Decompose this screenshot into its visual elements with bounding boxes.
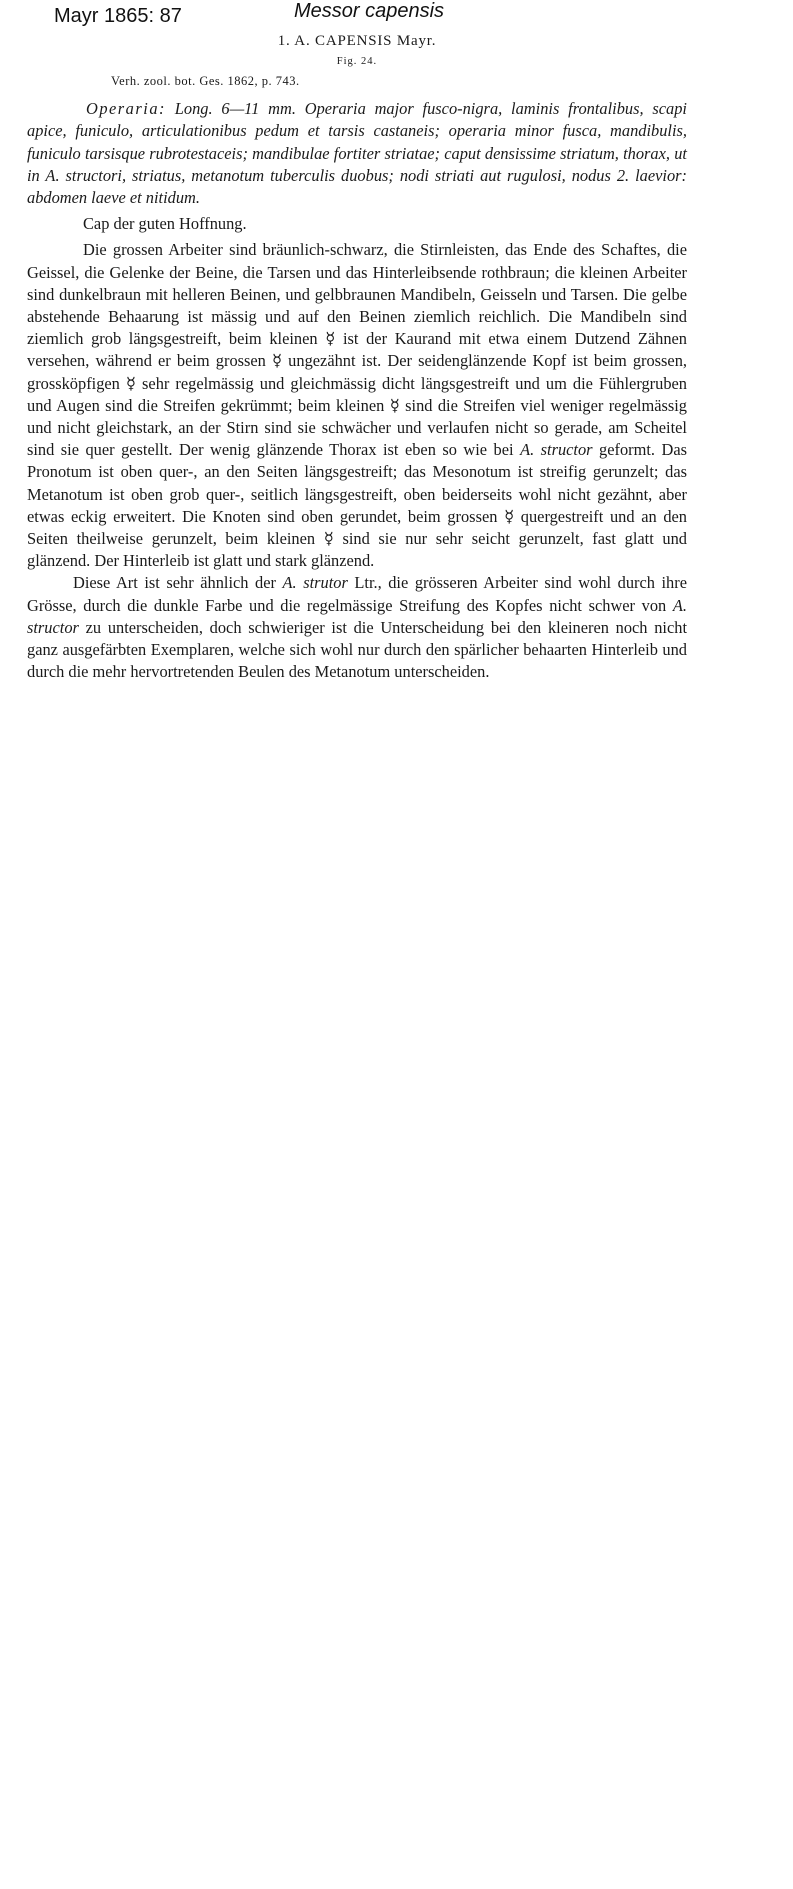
comparison-text-2: Ltr., die grösseren Arbeiter sind wohl durch ihre Grösse, durch die dunkle Farbe und die regelmässige Streifung des Kopfes nicht schwer von: [27, 573, 687, 615]
comparison-text-3: zu unterscheiden, doch schwieriger ist die Unterscheidung bei den kleineren noch nicht ganz ausgefärbten Exemplaren, welche sich wohl nur durch den spärlicher behaarten Hinterleib und durch die mehr hervortretenden Beulen des Metanotum unterscheiden.: [27, 617, 687, 682]
latin-diagnosis: [27, 98, 687, 209]
literature-reference: Verh. zool. bot. Ges. 1862, p. 743.: [111, 74, 300, 89]
description-taxon-1: A. structor: [520, 440, 593, 460]
header-taxon: Messor capensis: [294, 0, 445, 22]
description-text-1: Die grossen Arbeiter sind bräunlich-schwarz, die Stirnleisten, das Ende des Schaftes, die Geissel, die Gelenke der Beine, die Tarsen und das Hinterleibsende rothbraun; die kleinen Arbeiter sind dunkelbraun mit helleren Beinen, und gelbbraunen Mandibeln, Geisseln und Tarsen. Die gelbe abstehende Behaarung ist mässig und auf den Beinen ziemlich reichlich. Die Mandibeln sind ziemlich grob längsgestreift, beim kleinen ☿ ist der Kaurand mit etwa einem Dutzend Zähnen versehen, während er beim grossen ☿ ungezähnt ist. Der seidenglänzende Kopf ist beim grossen, grossköpfigen ☿ sehr regelmässig und gleichmässig dicht längsgestreift und um die Fühlergruben und Augen sind die Streifen gekrümmt; beim kleinen ☿ sind die Streifen viel weniger regelmässig und nicht gleichstark, an der Stirn sind sie schwächer und verlaufen nicht so gerade, am Scheitel sind sie quer gestellt. Der wenig glänzende Thorax ist eben so wie bei: [27, 240, 687, 460]
species-title: 1. A. CAPENSIS Mayr.: [277, 33, 437, 49]
document-page: [27, 30, 687, 683]
diagnosis-text: Long. 6—11 mm. Operaria major fusco-nigra, laminis frontalibus, scapi apice, funiculo, articulationibus pedum et tarsis castaneis; operaria minor fusca, mandibulis, funiculo tarsisque rubrotestaceis; mandibulae fortiter striatae; caput densissime striatum, thorax, ut in A. structori, striatus, metanotum tuberculis duobus; nodi striati aut rugulosi, nodus 2. laevior: abdomen laeve et nitidum.: [27, 99, 687, 208]
locality: Cap der guten Hoffnung.: [83, 214, 247, 234]
header-citation: Mayr 1865: 87: [54, 5, 182, 27]
comparison-text-1: Diese Art ist sehr ähnlich der: [73, 573, 283, 593]
description-paragraph: [27, 239, 687, 572]
comparison-taxon-2: A. structor: [27, 595, 687, 637]
comparison-paragraph: [27, 572, 687, 683]
description-text-2: geformt. Das Pronotum ist oben quer-, an den Seiten längsgestreift; das Mesonotum ist streifig gerunzelt; das Metanotum ist oben grob quer-, seitlich längsgestreift, oben beiderseits wohl nicht gezähnt, aber etwas eckig erweitert. Die Knoten sind oben gerundet, beim grossen ☿ quergestreift und an den Seiten theilweise gerunzelt, beim kleinen ☿ sind sie nur sehr seicht gerunzelt, fast glatt und glänzend. Der Hinterleib ist glatt und stark glänzend.: [27, 440, 687, 571]
diagnosis-lead: Operaria:: [86, 99, 166, 119]
figure-reference: Fig. 24.: [336, 56, 378, 68]
comparison-taxon-1: A. strutor: [282, 573, 348, 593]
